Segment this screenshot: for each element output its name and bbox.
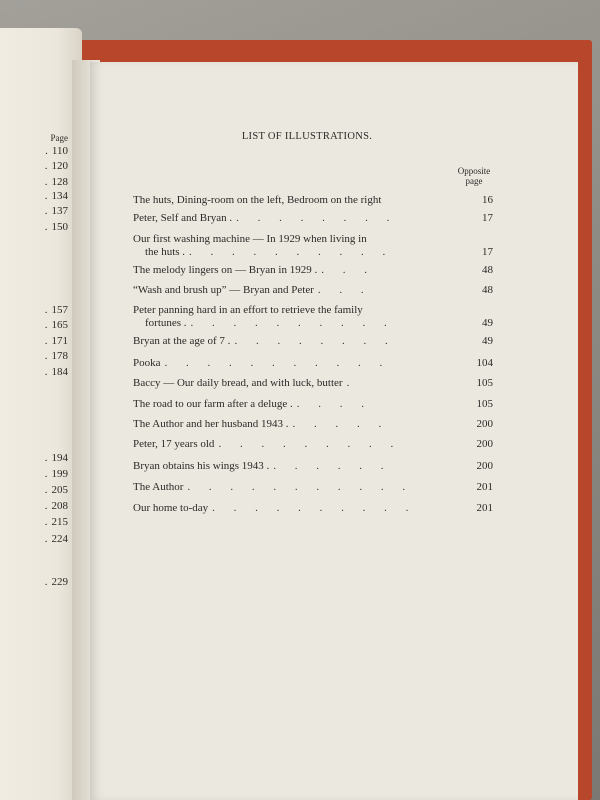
left-page-entry: [0, 533, 68, 549]
leader-dots: . . . . . . . . .: [218, 438, 402, 450]
left-page: [0, 28, 82, 800]
illustration-title: Pooka: [133, 357, 161, 369]
illustration-entry: [133, 264, 493, 277]
left-entry-page: 128: [51, 176, 68, 188]
left-entry-dot: .: [44, 304, 48, 316]
left-entry-page: 205: [51, 484, 68, 496]
left-entry-dot: .: [44, 366, 48, 378]
opposite-page-number: 200: [476, 438, 493, 450]
leader-dots: . . . . . . . . . .: [212, 502, 417, 514]
left-page-entry: [0, 160, 68, 176]
left-entry-page: 208: [51, 500, 68, 512]
leader-dots: . . . . . . . .: [234, 335, 396, 347]
left-entry-dot: .: [44, 190, 48, 202]
left-page-entry: [0, 304, 68, 320]
left-entry-dot: .: [44, 205, 48, 217]
left-entry-page: 120: [51, 160, 68, 172]
left-page-entry: [0, 205, 68, 221]
left-page-entry: [0, 221, 68, 237]
illustration-title: The road to our farm after a deluge .: [133, 398, 293, 410]
left-entry-page: 165: [51, 319, 68, 331]
left-entry-dot: .: [44, 176, 48, 188]
left-entry-page: 199: [51, 468, 68, 480]
leader-dots: .: [346, 377, 358, 389]
illustration-entry: [133, 194, 493, 207]
illustration-entry: [133, 335, 493, 348]
leader-dots: . . . .: [296, 398, 372, 410]
opposite-page-number: 48: [482, 264, 493, 276]
illustration-title-continued: the huts .: [145, 246, 186, 258]
opposite-page-number: 17: [482, 246, 493, 258]
left-entry-dot: .: [44, 468, 48, 480]
left-page-entry: [0, 452, 68, 468]
leader-dots: . . .: [321, 264, 375, 276]
left-page-entry: [0, 335, 68, 351]
leader-dots: . . .: [317, 284, 372, 296]
left-entry-page: 194: [51, 452, 68, 464]
opposite-page-number: 201: [476, 502, 493, 514]
illustration-entry: [133, 377, 493, 390]
left-page-entry: [0, 576, 68, 592]
opposite-page-number: 48: [482, 284, 493, 296]
opposite-page-number: 105: [476, 377, 493, 389]
left-entry-page: 157: [51, 304, 68, 316]
opposite-page-number: 16: [482, 194, 493, 206]
left-entry-page: 171: [51, 335, 68, 347]
left-entry-page: 229: [51, 576, 68, 588]
illustration-entry: [133, 398, 493, 411]
illustration-entry: [133, 357, 493, 370]
illustration-title: Bryan at the age of 7 .: [133, 335, 231, 347]
right-page: [90, 62, 578, 800]
left-entry-dot: .: [44, 319, 48, 331]
left-page-entry: [0, 190, 68, 206]
illustration-entry: [133, 418, 493, 431]
left-page-entry: [0, 319, 68, 335]
left-page-entry: [0, 366, 68, 382]
illustration-entry: [133, 438, 493, 451]
left-entry-dot: .: [44, 335, 48, 347]
illustration-entry: [133, 460, 493, 473]
left-entry-dot: .: [44, 452, 48, 464]
left-entry-dot: .: [44, 221, 48, 233]
opposite-page-number: 17: [482, 212, 493, 224]
illustration-title: The Author: [133, 481, 184, 493]
opposite-page-number: 105: [476, 398, 493, 410]
illustration-title: Peter, 17 years old: [133, 438, 215, 450]
illustration-entry: [133, 304, 493, 330]
left-entry-page: 178: [51, 350, 68, 362]
illustration-title: Bryan obtains his wings 1943 .: [133, 460, 270, 472]
leader-dots: . . . . . . . . . . .: [187, 481, 414, 493]
left-page-entry: [0, 350, 68, 366]
illustration-title: Our first washing machine — In 1929 when living in: [133, 233, 367, 245]
leader-dots: . . . . .: [292, 418, 390, 430]
opposite-page-number: 49: [482, 335, 493, 347]
illustration-title: The huts, Dining-room on the left, Bedroom on the right: [133, 194, 382, 206]
left-page-entry: [0, 145, 68, 161]
left-entry-page: 184: [51, 366, 68, 378]
illustration-title-continued: fortunes .: [145, 317, 187, 329]
opposite-page-number: 49: [482, 317, 493, 329]
opposite-page-number: 201: [476, 481, 493, 493]
illustration-entry: [133, 233, 493, 259]
left-entry-page: 134: [51, 190, 68, 202]
illustration-title: Baccy — Our daily bread, and with luck, butter: [133, 377, 343, 389]
leader-dots: . . . . . . . . . .: [190, 317, 395, 329]
illustration-title: Our home to-day: [133, 502, 209, 514]
left-page-entry: [0, 516, 68, 532]
left-entry-dot: .: [44, 160, 48, 172]
opposite-page-header-line1: Opposite: [457, 166, 491, 176]
left-page-entry: [0, 500, 68, 516]
left-page-header: Page: [50, 133, 68, 143]
left-entry-page: 215: [51, 516, 68, 528]
illustration-title: Peter, Self and Bryan .: [133, 212, 233, 224]
illustration-title: Peter panning hard in an effort to retrieve the family: [133, 304, 363, 316]
opposite-page-header-line2: page: [465, 176, 483, 186]
illustration-entry: [133, 212, 493, 225]
left-page-entry: [0, 468, 68, 484]
leader-dots: . . . . . . . . . . .: [164, 357, 391, 369]
left-entry-dot: .: [44, 350, 48, 362]
left-entry-dot: .: [44, 516, 48, 528]
left-entry-dot: .: [44, 533, 48, 545]
left-entry-page: 137: [51, 205, 68, 217]
illustration-entry: [133, 481, 493, 494]
illustration-title: The melody lingers on — Bryan in 1929 .: [133, 264, 318, 276]
illustration-entry: [133, 284, 493, 297]
left-entry-page: 224: [51, 533, 68, 545]
left-entry-dot: .: [45, 145, 48, 157]
page-title: LIST OF ILLUSTRATIONS.: [241, 131, 373, 142]
opposite-page-number: 200: [476, 418, 493, 430]
left-entry-dot: .: [44, 576, 48, 588]
opposite-page-number: 200: [476, 460, 493, 472]
leader-dots: . . . . . . . . . .: [189, 246, 394, 258]
leader-dots: . . . . . .: [273, 460, 392, 472]
left-entry-page: 150: [51, 221, 68, 233]
opposite-page-header: [446, 166, 502, 186]
left-page-entry: [0, 484, 68, 500]
illustration-title: The Author and her husband 1943 .: [133, 418, 289, 430]
opposite-page-number: 104: [476, 357, 493, 369]
illustration-title: “Wash and brush up” — Bryan and Peter: [133, 284, 314, 296]
illustration-entry: [133, 502, 493, 515]
left-entry-page: 110: [51, 145, 68, 157]
leader-dots: . . . . . . . .: [236, 212, 398, 224]
left-entry-dot: .: [44, 484, 48, 496]
left-entry-dot: .: [44, 500, 48, 512]
